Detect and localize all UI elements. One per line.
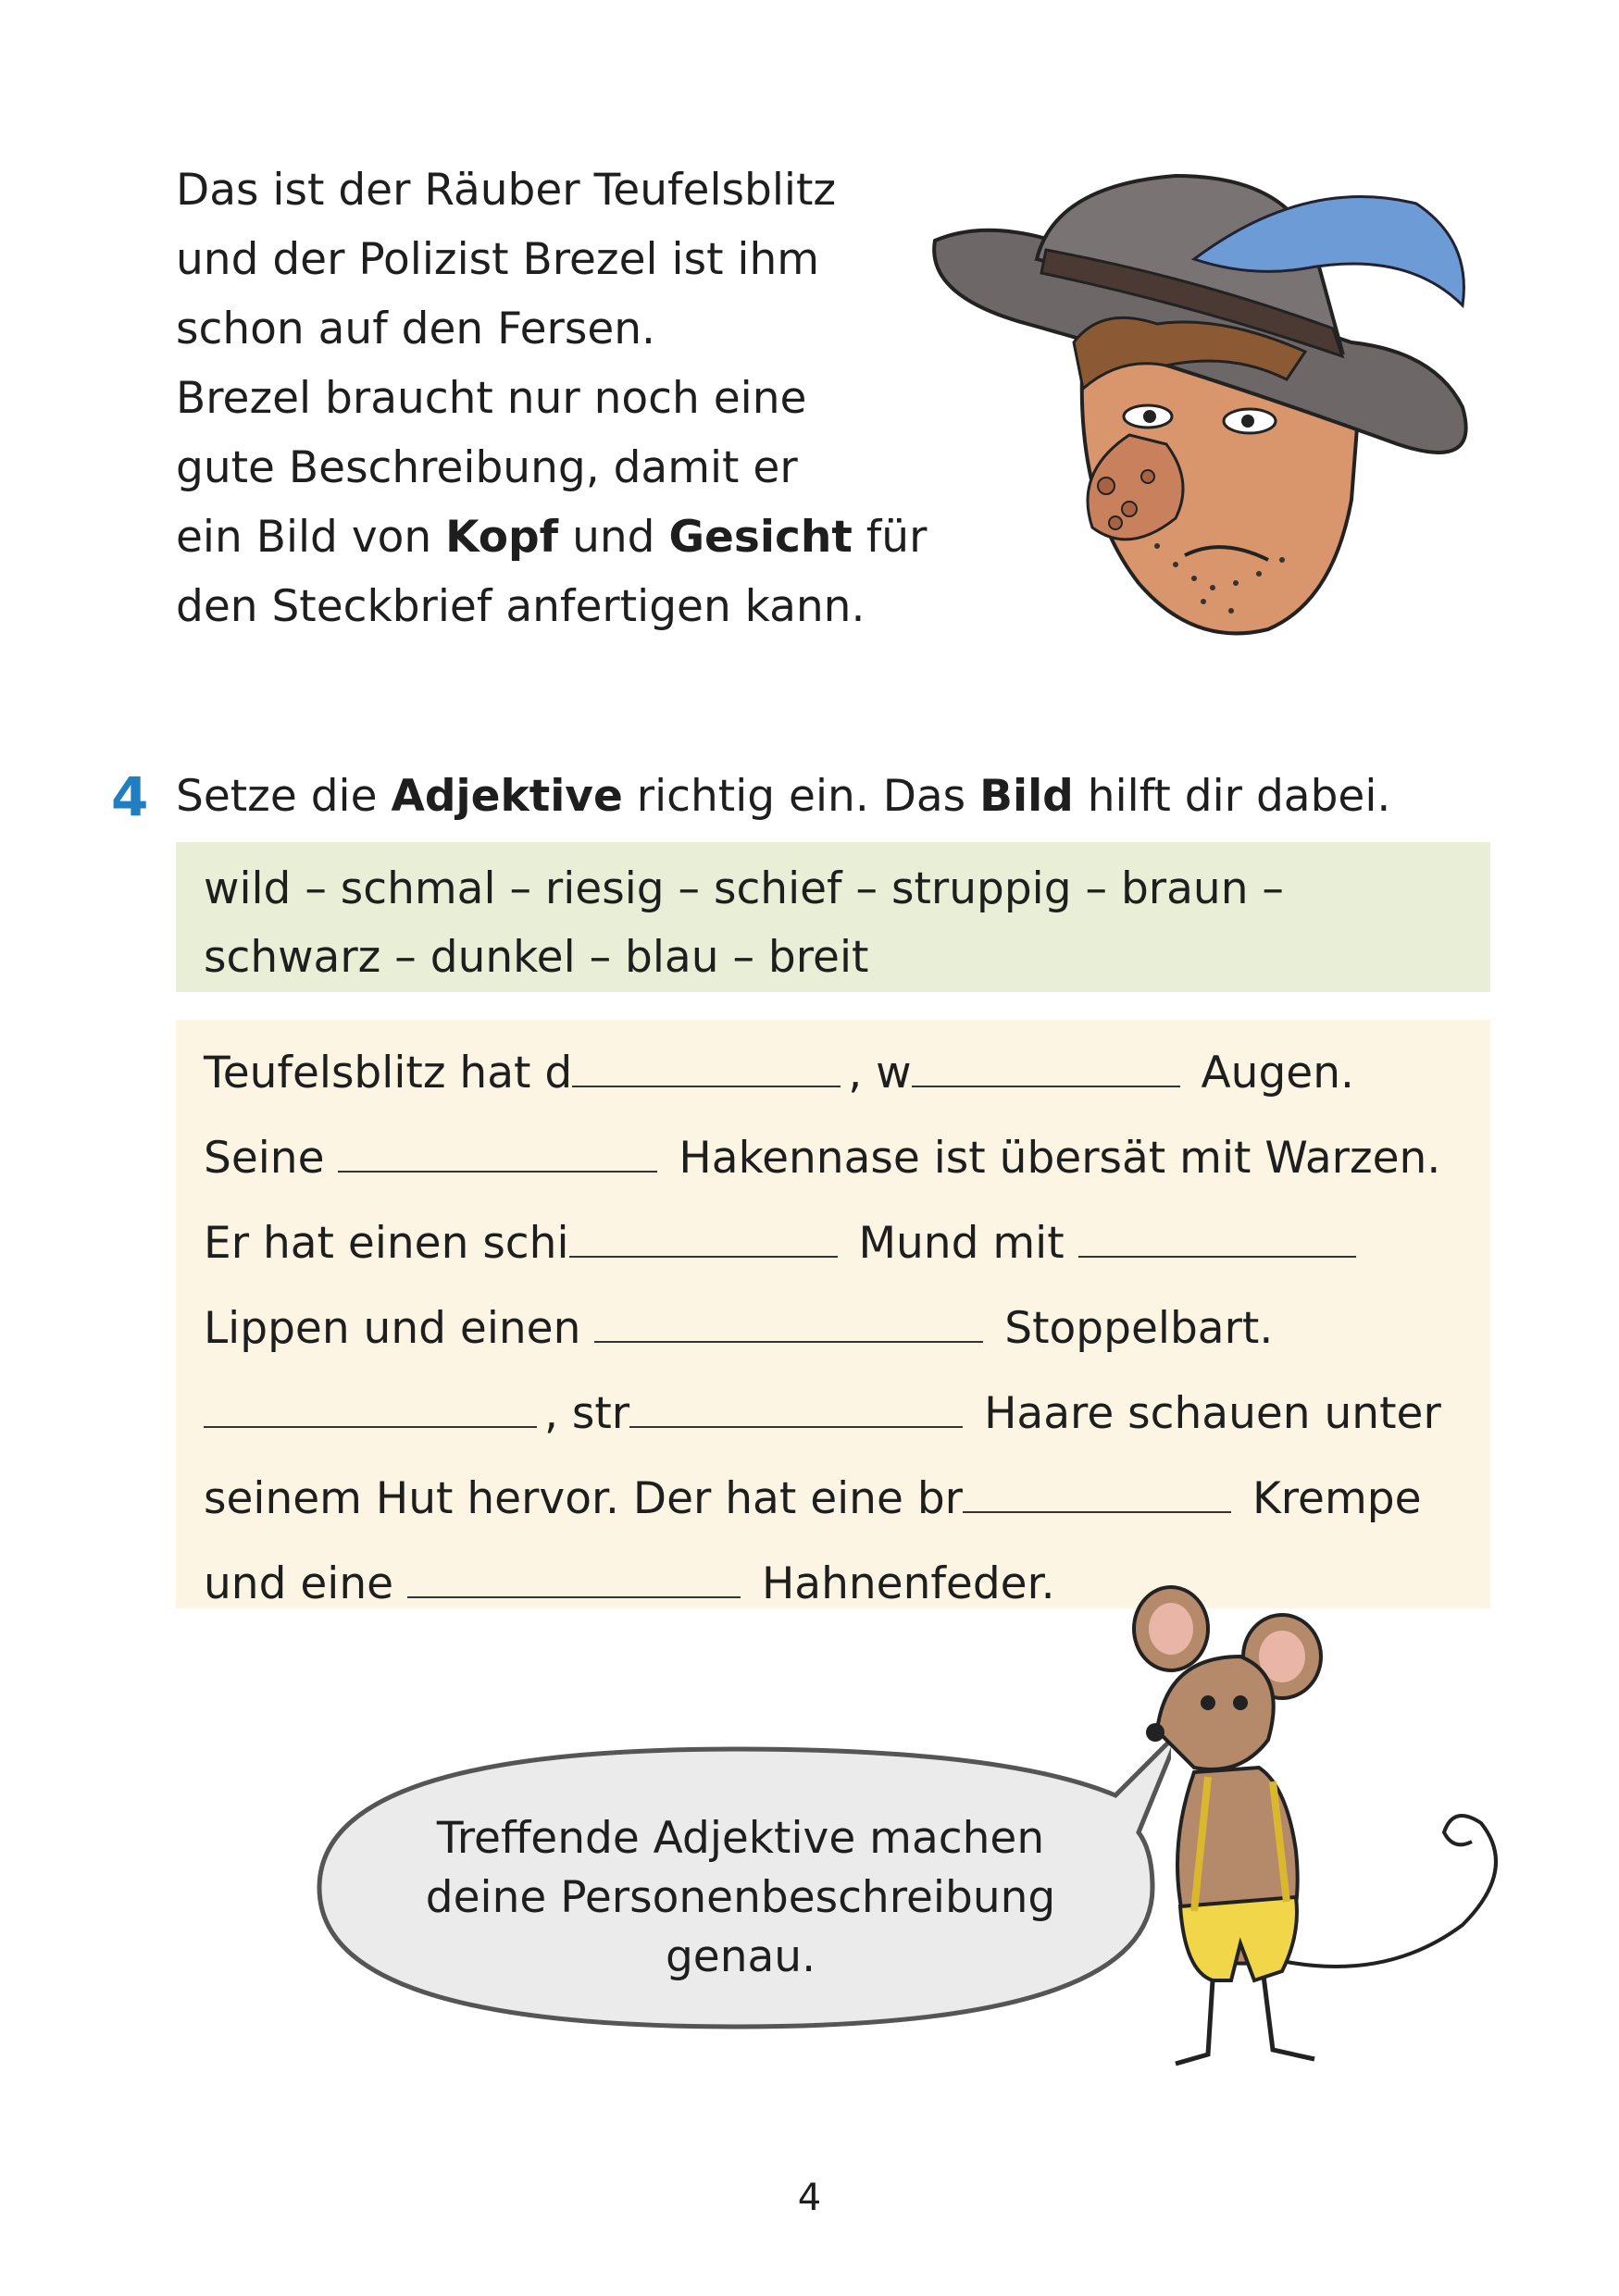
page-number: 4	[797, 2177, 822, 2219]
cloze-line	[204, 1031, 1463, 1116]
cloze-line	[204, 1286, 1463, 1371]
intro-line: Das ist der Räuber Teufelsblitz	[176, 165, 837, 216]
mouse-illustration	[1092, 1573, 1537, 2091]
cloze-line	[204, 1457, 1463, 1542]
cloze-text: Mund mit	[858, 1218, 1065, 1269]
cloze-text: Teufelsblitz hat d	[204, 1048, 573, 1098]
cloze-line	[204, 1371, 1463, 1457]
cloze-line	[204, 1116, 1463, 1201]
keyword-adjektive: Adjektive	[391, 771, 623, 822]
intro-text-part: ein Bild von	[176, 512, 432, 563]
intro-line: schon auf den Fersen.	[176, 304, 655, 354]
intro-text-part: und	[572, 512, 655, 563]
blank-field[interactable]	[407, 1548, 741, 1598]
cloze-text: Hakennase ist übersät mit Warzen.	[679, 1133, 1441, 1184]
intro-text-part: für	[866, 512, 928, 563]
task-instruction	[176, 764, 1390, 829]
word-bank-line: wild – schmal – riesig – schief – struppig – braun –	[204, 863, 1284, 914]
cloze-text: Lippen und einen	[204, 1303, 581, 1354]
intro-line: Brezel braucht nur noch eine	[176, 373, 807, 424]
cloze-text-box	[176, 1020, 1490, 1608]
cloze-text: , w	[848, 1048, 912, 1098]
cloze-text: Augen.	[1201, 1048, 1354, 1098]
intro-text	[176, 155, 972, 641]
cloze-line	[204, 1201, 1463, 1286]
blank-field[interactable]	[338, 1123, 657, 1173]
cloze-text: , str	[544, 1388, 630, 1439]
blank-field[interactable]	[594, 1293, 983, 1343]
speech-line: Treffende Adjektive machen	[436, 1813, 1045, 1864]
keyword-bild: Bild	[979, 771, 1074, 822]
task-text-part: Setze die	[176, 771, 378, 822]
blank-field[interactable]	[572, 1037, 841, 1087]
blank-field[interactable]	[204, 1378, 537, 1428]
cloze-text: Krempe	[1252, 1473, 1422, 1524]
blank-field[interactable]	[569, 1208, 838, 1258]
cloze-text: und eine	[204, 1558, 394, 1609]
intro-line: den Steckbrief anfertigen kann.	[176, 581, 866, 632]
word-bank-line: schwarz – dunkel – blau – breit	[204, 932, 869, 983]
cloze-text: Er hat einen schi	[204, 1218, 569, 1269]
speech-text	[370, 1809, 1111, 1987]
intro-line	[176, 503, 972, 572]
speech-line: deine Personenbeschreibung	[425, 1872, 1056, 1923]
intro-line: und der Polizist Brezel ist ihm	[176, 234, 820, 285]
cloze-text: Haare schauen unter	[984, 1388, 1441, 1439]
blank-field[interactable]	[629, 1378, 963, 1428]
speech-line: genau.	[665, 1931, 816, 1982]
keyword-kopf: Kopf	[445, 512, 559, 563]
keyword-gesicht: Gesicht	[668, 512, 853, 563]
task-text-part: hilft dir dabei.	[1087, 771, 1391, 822]
blank-field[interactable]	[1078, 1208, 1356, 1258]
cloze-text: Stoppelbart.	[1004, 1303, 1274, 1354]
cloze-text: Seine	[204, 1133, 325, 1184]
word-bank	[176, 842, 1490, 992]
cloze-text: seinem Hut hervor. Der hat eine br	[204, 1473, 963, 1524]
task-text-part: richtig ein. Das	[636, 771, 966, 822]
robber-illustration	[916, 167, 1490, 666]
blank-field[interactable]	[912, 1037, 1180, 1087]
cloze-text: Hahnenfeder.	[761, 1558, 1055, 1609]
task-number: 4	[111, 765, 149, 828]
blank-field[interactable]	[963, 1463, 1231, 1513]
intro-line: gute Beschreibung, damit er	[176, 442, 798, 493]
